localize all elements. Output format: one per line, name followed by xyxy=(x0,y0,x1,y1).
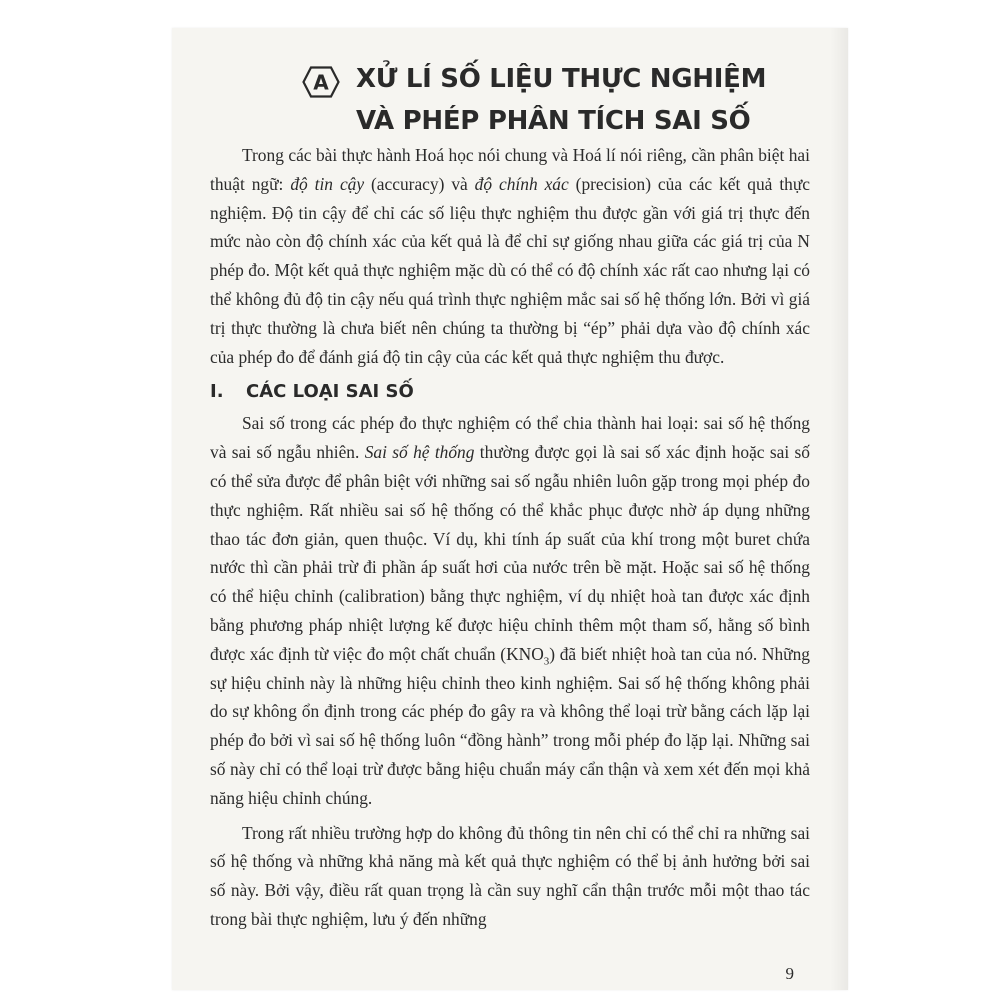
hexagon-badge-icon xyxy=(302,66,340,98)
intro-text-2: (accuracy) và xyxy=(364,173,475,194)
chapter-title-line-1: XỬ LÍ SỐ LIỆU THỰC NGHIỆM xyxy=(356,64,767,94)
page-number: 9 xyxy=(785,964,794,983)
errors-paragraph xyxy=(210,409,810,812)
errors-text-1: Sai số trong các phép đo thực nghiệm có thể chia thành hai loại: sai số hệ thống và sai số ngẫu nhiên. xyxy=(210,413,810,463)
errors-text-3: ) đã biết nhiệt hoà tan của nó. Những sự hiệu chỉnh này là những hiệu chỉnh theo kinh nghiệm. Sai số hệ thống không phải do sự không ổn định trong các phép đo gây ra và không thể loại trừ bằng cách lặp lại phép đo bởi vì sai số hệ thống luôn “đồng hành” trong mỗi phép đo lặp lại. Những sai số này chỉ có thể loại trừ được bằng hiệu chuẩn máy cẩn thận và xem xét đến mọi khả năng hiệu chỉnh chúng. xyxy=(210,643,810,808)
kno3-subscript: 3 xyxy=(543,655,550,668)
chapter-title-line-2: VÀ PHÉP PHÂN TÍCH SAI SỐ xyxy=(356,106,751,136)
intro-term-accuracy: độ tin cậy xyxy=(290,173,365,194)
badge-letter: A xyxy=(313,70,329,95)
errors-term-systematic: Sai số hệ thống xyxy=(364,442,475,463)
cases-paragraph: Trong rất nhiều trường hợp do không đủ thông tin nên chỉ có thể chỉ ra những sai số hệ thống và những khả năng mà kết quả thực nghiệm có thể bị ảnh hưởng bởi sai số này. Bởi vậy, điều rất quan trọng là cần suy nghĩ cẩn thận trước mỗi một thao tác trong bài thực nghiệm, lưu ý đến những xyxy=(210,822,810,929)
section-heading xyxy=(210,377,810,407)
section-badge xyxy=(302,66,340,98)
section-title: CÁC LOẠI SAI SỐ xyxy=(246,381,414,403)
page-body xyxy=(210,141,810,934)
intro-paragraph xyxy=(210,141,810,371)
page-edge-shadow xyxy=(830,28,848,990)
intro-term-precision: độ chính xác xyxy=(474,173,569,194)
errors-text-2: thường được gọi là sai số xác định hoặc sai số có thể sửa được để phân biệt với những sai số ngẫu nhiên luôn gặp trong mọi phép đo thực nghiệm. Rất nhiều sai số hệ thống có thể khắc phục được nhờ áp dụng những thao tác đơn giản, quen thuộc. Ví dụ, khi tính áp suất của khí trong một buret chứa nước thì cần phải trừ đi phần áp suất hơi của nước trên bề mặt. Hoặc sai số hệ thống có thể hiệu chỉnh (calibration) bằng thực nghiệm, ví dụ nhiệt hoà tan được xác định bằng phương pháp nhiệt lượng kế được hiệu chỉnh thêm một tham số, hằng số bình được xác định từ việc đo một chất chuẩn (KNO xyxy=(210,442,810,664)
intro-text-1: Trong các bài thực hành Hoá học nói chung và Hoá lí nói riêng, cần phân biệt hai thuật ngữ: xyxy=(210,145,810,194)
intro-text-3: (precision) của các kết quả thực nghiệm. Độ tin cậy để chỉ các số liệu thực nghiệm thu được gần với giá trị thực đến mức nào còn độ chính xác của kết quả là để chỉ sự giống nhau giữa các giá trị của N phép đo. Một kết quả thực nghiệm mặc dù có thể có độ chính xác rất cao nhưng lại có thể không đủ độ tin cậy nếu quá trình thực nghiệm mắc sai số hệ thống lớn. Bởi vì giá trị thực thường là chưa biết nên chúng ta thường bị “ép” phải dựa vào độ chính xác của phép đo để đánh giá độ tin cậy của các kết quả thực nghiệm thu được. xyxy=(210,173,810,367)
section-number: I. xyxy=(210,381,224,403)
book-page xyxy=(172,28,848,990)
